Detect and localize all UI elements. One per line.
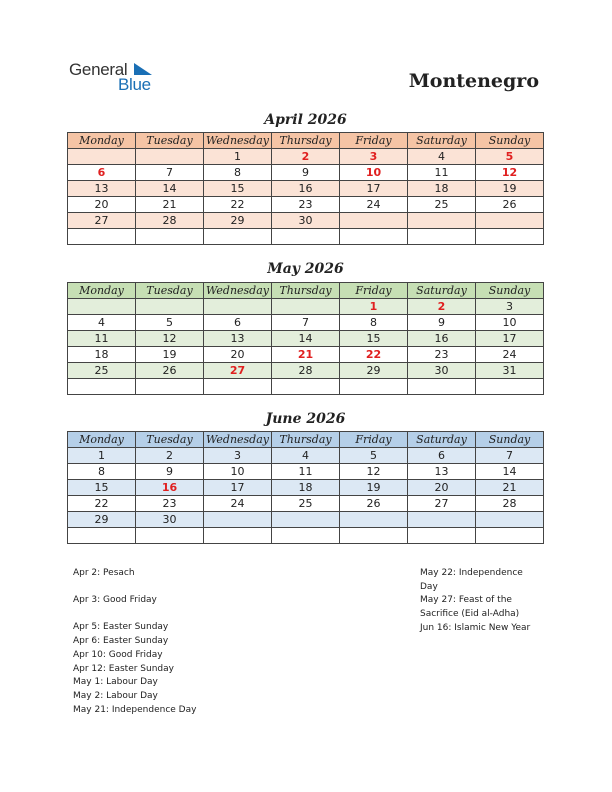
week-row: [68, 528, 544, 544]
day-cell: 5: [136, 315, 204, 331]
week-row: [68, 165, 544, 181]
day-cell: 14: [136, 181, 204, 197]
week-row: [68, 363, 544, 379]
day-cell: 29: [340, 363, 408, 379]
holiday-note: May 2: Labour Day: [73, 690, 158, 701]
june-title: June 2026: [265, 411, 346, 427]
day-cell: 6: [408, 448, 476, 464]
empty-day-cell: [136, 229, 204, 245]
country-title: Montenegro: [408, 70, 539, 92]
week-row: [68, 464, 544, 480]
weekday-header: Sunday: [476, 133, 544, 149]
weekday-header: Wednesday: [204, 283, 272, 299]
empty-day-cell: [272, 379, 340, 395]
day-cell: 2: [408, 299, 476, 315]
day-cell: 30: [408, 363, 476, 379]
empty-day-cell: [476, 229, 544, 245]
empty-day-cell: [204, 512, 272, 528]
day-cell: 18: [272, 480, 340, 496]
day-cell: 14: [272, 331, 340, 347]
week-row: [68, 315, 544, 331]
day-cell: 31: [476, 363, 544, 379]
empty-day-cell: [68, 229, 136, 245]
empty-day-cell: [408, 213, 476, 229]
week-row: [68, 149, 544, 165]
day-cell: 1: [204, 149, 272, 165]
weekday-header: Monday: [68, 133, 136, 149]
day-cell: 17: [204, 480, 272, 496]
empty-day-cell: [272, 229, 340, 245]
day-cell: 19: [136, 347, 204, 363]
week-row: [68, 181, 544, 197]
logo-text-blue: Blue: [118, 75, 151, 94]
may-title: May 2026: [267, 261, 344, 277]
holiday-note: Day: [420, 581, 438, 592]
weekday-header: Sunday: [476, 432, 544, 448]
empty-day-cell: [340, 229, 408, 245]
day-cell: 27: [204, 363, 272, 379]
day-cell: 16: [136, 480, 204, 496]
day-cell: 17: [340, 181, 408, 197]
day-cell: 6: [204, 315, 272, 331]
day-cell: 7: [272, 315, 340, 331]
day-cell: 12: [340, 464, 408, 480]
empty-day-cell: [408, 379, 476, 395]
logo-flag-icon: [134, 63, 154, 79]
day-cell: 18: [408, 181, 476, 197]
holiday-notes-left: [73, 567, 196, 717]
weekday-header: Tuesday: [136, 133, 204, 149]
empty-day-cell: [136, 528, 204, 544]
day-cell: 26: [476, 197, 544, 213]
day-cell: 21: [272, 347, 340, 363]
empty-day-cell: [408, 528, 476, 544]
weekday-header-row: [68, 432, 544, 448]
week-row: [68, 480, 544, 496]
holiday-note: Jun 16: Islamic New Year: [420, 622, 531, 633]
empty-day-cell: [408, 512, 476, 528]
day-cell: 24: [476, 347, 544, 363]
day-cell: 23: [136, 496, 204, 512]
empty-day-cell: [136, 299, 204, 315]
june-calendar: [67, 431, 544, 544]
day-cell: 2: [272, 149, 340, 165]
day-cell: 25: [68, 363, 136, 379]
empty-day-cell: [204, 528, 272, 544]
holiday-note: Apr 6: Easter Sunday: [73, 636, 169, 647]
holiday-note: Sacrifice (Eid al-Adha): [420, 609, 520, 620]
weekday-header: Monday: [68, 432, 136, 448]
empty-day-cell: [340, 528, 408, 544]
day-cell: 11: [408, 165, 476, 181]
day-cell: 1: [68, 448, 136, 464]
note-spacer: [73, 608, 196, 622]
holiday-note: Apr 12: Easter Sunday: [73, 663, 174, 674]
day-cell: 10: [476, 315, 544, 331]
day-cell: 20: [204, 347, 272, 363]
empty-day-cell: [272, 299, 340, 315]
day-cell: 17: [476, 331, 544, 347]
day-cell: 11: [68, 331, 136, 347]
day-cell: 22: [340, 347, 408, 363]
week-row: [68, 197, 544, 213]
empty-day-cell: [68, 149, 136, 165]
empty-day-cell: [204, 379, 272, 395]
general-blue-logo: [69, 60, 169, 96]
day-cell: 11: [272, 464, 340, 480]
day-cell: 2: [136, 448, 204, 464]
empty-day-cell: [408, 229, 476, 245]
day-cell: 15: [340, 331, 408, 347]
day-cell: 21: [136, 197, 204, 213]
day-cell: 19: [476, 181, 544, 197]
day-cell: 6: [68, 165, 136, 181]
day-cell: 4: [68, 315, 136, 331]
day-cell: 7: [476, 448, 544, 464]
day-cell: 3: [340, 149, 408, 165]
day-cell: 27: [408, 496, 476, 512]
week-row: [68, 299, 544, 315]
weekday-header-row: [68, 133, 544, 149]
april-title: April 2026: [264, 112, 347, 128]
day-cell: 25: [272, 496, 340, 512]
week-row: [68, 512, 544, 528]
day-cell: 18: [68, 347, 136, 363]
day-cell: 25: [408, 197, 476, 213]
may-calendar: [67, 282, 544, 395]
day-cell: 28: [136, 213, 204, 229]
day-cell: 23: [408, 347, 476, 363]
empty-day-cell: [136, 149, 204, 165]
day-cell: 8: [204, 165, 272, 181]
holiday-note: Apr 10: Good Friday: [73, 649, 163, 660]
note-spacer: [73, 581, 196, 595]
weekday-header: Wednesday: [204, 432, 272, 448]
empty-day-cell: [68, 379, 136, 395]
holiday-notes-right: [420, 567, 530, 636]
empty-day-cell: [136, 379, 204, 395]
day-cell: 3: [204, 448, 272, 464]
day-cell: 28: [476, 496, 544, 512]
day-cell: 24: [204, 496, 272, 512]
holiday-note: May 27: Feast of the: [420, 595, 512, 606]
empty-day-cell: [204, 229, 272, 245]
weekday-header: Wednesday: [204, 133, 272, 149]
weekday-header: Sunday: [476, 283, 544, 299]
week-row: [68, 213, 544, 229]
weekday-header-row: [68, 283, 544, 299]
week-row: [68, 496, 544, 512]
day-cell: 9: [272, 165, 340, 181]
day-cell: 3: [476, 299, 544, 315]
day-cell: 26: [136, 363, 204, 379]
weekday-header: Tuesday: [136, 432, 204, 448]
day-cell: 30: [136, 512, 204, 528]
day-cell: 26: [340, 496, 408, 512]
day-cell: 29: [68, 512, 136, 528]
day-cell: 21: [476, 480, 544, 496]
day-cell: 13: [408, 464, 476, 480]
holiday-note: Apr 2: Pesach: [73, 568, 135, 578]
week-row: [68, 347, 544, 363]
day-cell: 28: [272, 363, 340, 379]
day-cell: 12: [476, 165, 544, 181]
empty-day-cell: [272, 512, 340, 528]
day-cell: 12: [136, 331, 204, 347]
logo-text-general: General: [69, 60, 128, 79]
day-cell: 9: [136, 464, 204, 480]
day-cell: 13: [204, 331, 272, 347]
holiday-note: Apr 3: Good Friday: [73, 595, 157, 606]
weekday-header: Saturday: [408, 133, 476, 149]
day-cell: 5: [476, 149, 544, 165]
weekday-header: Friday: [340, 432, 408, 448]
day-cell: 20: [68, 197, 136, 213]
weekday-header: Friday: [340, 283, 408, 299]
day-cell: 5: [340, 448, 408, 464]
day-cell: 10: [204, 464, 272, 480]
holiday-note: May 21: Independence Day: [73, 704, 197, 715]
day-cell: 8: [68, 464, 136, 480]
weekday-header: Thursday: [272, 133, 340, 149]
day-cell: 9: [408, 315, 476, 331]
holiday-note: May 22: Independence: [420, 568, 523, 578]
day-cell: 19: [340, 480, 408, 496]
empty-day-cell: [204, 299, 272, 315]
day-cell: 7: [136, 165, 204, 181]
day-cell: 20: [408, 480, 476, 496]
day-cell: 15: [68, 480, 136, 496]
day-cell: 22: [68, 496, 136, 512]
week-row: [68, 229, 544, 245]
day-cell: 16: [272, 181, 340, 197]
day-cell: 4: [408, 149, 476, 165]
day-cell: 27: [68, 213, 136, 229]
weekday-header: Saturday: [408, 432, 476, 448]
empty-day-cell: [340, 512, 408, 528]
empty-day-cell: [476, 213, 544, 229]
week-row: [68, 448, 544, 464]
empty-day-cell: [340, 379, 408, 395]
day-cell: 4: [272, 448, 340, 464]
empty-day-cell: [476, 512, 544, 528]
day-cell: 23: [272, 197, 340, 213]
weekday-header: Friday: [340, 133, 408, 149]
empty-day-cell: [476, 528, 544, 544]
day-cell: 14: [476, 464, 544, 480]
day-cell: 13: [68, 181, 136, 197]
day-cell: 15: [204, 181, 272, 197]
day-cell: 1: [340, 299, 408, 315]
empty-day-cell: [68, 528, 136, 544]
day-cell: 10: [340, 165, 408, 181]
day-cell: 29: [204, 213, 272, 229]
day-cell: 22: [204, 197, 272, 213]
day-cell: 8: [340, 315, 408, 331]
holiday-note: Apr 5: Easter Sunday: [73, 622, 169, 633]
april-calendar: [67, 132, 544, 245]
weekday-header: Monday: [68, 283, 136, 299]
day-cell: 30: [272, 213, 340, 229]
weekday-header: Saturday: [408, 283, 476, 299]
day-cell: 16: [408, 331, 476, 347]
weekday-header: Thursday: [272, 432, 340, 448]
empty-day-cell: [272, 528, 340, 544]
empty-day-cell: [68, 299, 136, 315]
week-row: [68, 379, 544, 395]
week-row: [68, 331, 544, 347]
empty-day-cell: [340, 213, 408, 229]
holiday-note: May 1: Labour Day: [73, 677, 158, 688]
empty-day-cell: [476, 379, 544, 395]
weekday-header: Tuesday: [136, 283, 204, 299]
day-cell: 24: [340, 197, 408, 213]
weekday-header: Thursday: [272, 283, 340, 299]
